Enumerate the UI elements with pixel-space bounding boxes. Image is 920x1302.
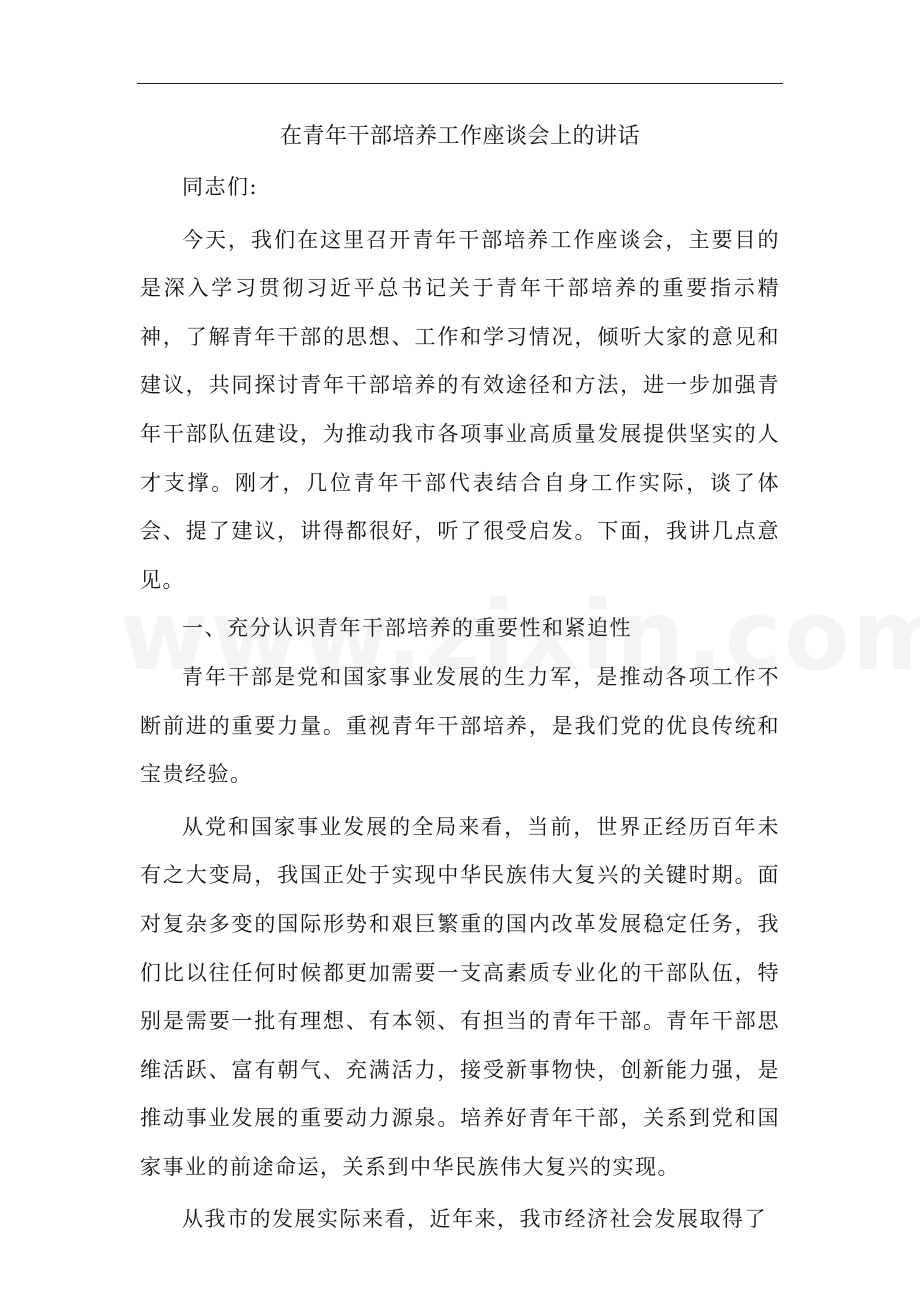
paragraph-national-view: 从党和国家事业发展的全局来看，当前，世界正经历百年未有之大变局，我国正处于实现中华民族伟大复兴的关键时期。面对复杂多变的国际形势和艰巨繁重的国内改革发展稳定任务，我们比以往任何时候都更加需要一支高素质专业化的干部队伍，特别是需要一批有理想、有本领、有担当的青年干部。青年干部思维活跃、富有朝气、充满活力，接受新事物快，创新能力强，是推动事业发展的重要动力源泉。培养好青年干部，关系到党和国家事业的前途命运，关系到中华民族伟大复兴的实现。 [140, 814, 780, 1179]
document-title: 在青年干部培养工作座谈会上的讲话 [279, 124, 640, 149]
salutation: 同志们: [182, 175, 259, 199]
paragraph-importance: 青年干部是党和国家事业发展的生力军，是推动各项工作不断前进的重要力量。重视青年干部培养，是我们党的优良传统和宝贵经验。 [140, 664, 780, 787]
document-body [140, 115, 780, 1244]
paragraph-city-view: 从我市的发展实际来看，近年来，我市经济社会发展取得了 [182, 1207, 767, 1232]
paragraph-opening: 今天，我们在这里召开青年干部培养工作座谈会，主要目的是深入学习贯彻习近平总书记关于青年干部培养的重要指示精神，了解青年干部的思想、工作和学习情况，倾听大家的意见和建议，共同探讨青年干部培养的有效途径和方法，进一步加强青年干部队伍建设，为推动我市各项事业高质量发展提供坚实的人才支撑。刚才，几位青年干部代表结合自身工作实际，谈了体会、提了建议，讲得都很好，听了很受启发。下面，我讲几点意见。 [140, 227, 780, 592]
header-rule [137, 83, 783, 84]
section-heading-1: 一、充分认识青年干部培养的重要性和紧迫性 [182, 616, 632, 641]
